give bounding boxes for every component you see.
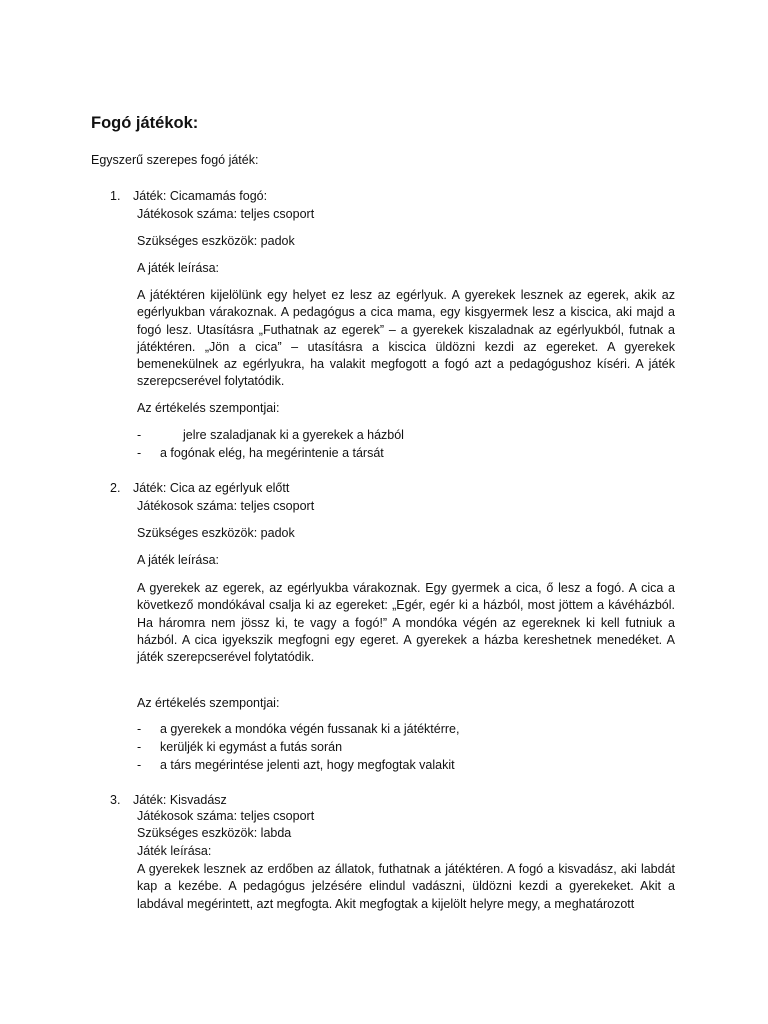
game-2-criterion-2: kerüljék ki egymást a futás során (160, 740, 343, 754)
game-2-number: 2. (110, 481, 121, 495)
game-3-number: 3. (110, 793, 121, 807)
game-1-bullet-2-dash: - (137, 446, 142, 460)
game-1-criterion-1: jelre szaladjanak ki a gyerekek a házból (183, 428, 404, 442)
game-1-bullet-1-dash: - (137, 428, 142, 442)
game-2-bullet-2-dash: - (137, 740, 142, 754)
game-3-desc-label: Játék leírása: (137, 844, 212, 858)
game-1-tools: Szükséges eszközök: padok (137, 234, 295, 248)
game-1-title: Játék: Cicamamás fogó: (133, 189, 268, 203)
game-3-description: A gyerekek lesznek az erdőben az állatok, futhatnak a játéktéren. A fogó a kisvadász, aki labdát kap a kezébe. A pedagógus jelzésére elindul vadászni, üldözni kezdi a gyerekeket. Akit a labdával megérintett, azt megfogta. Akit megfogtak a kijelölt helyre megy, a meghatározott (137, 862, 675, 911)
game-2-players: Játékosok száma: teljes csoport (137, 499, 315, 513)
game-2-bullet-1-dash: - (137, 722, 142, 736)
game-2-desc-label: A játék leírása: (137, 553, 219, 567)
game-3-players: Játékosok száma: teljes csoport (137, 809, 315, 823)
game-2-title: Játék: Cica az egérlyuk előtt (133, 481, 290, 495)
game-1-number: 1. (110, 189, 121, 203)
game-2-criterion-1: a gyerekek a mondóka végén fussanak ki a játéktérre, (160, 722, 460, 736)
game-3-tools: Szükséges eszközök: labda (137, 826, 292, 840)
game-1-description: A játéktéren kijelölünk egy helyet ez lesz az egérlyuk. A gyerekek lesznek az egerek, akik az egérlyukban várakoznak. A pedagógus a cica mama, egy kisgyermek lesz a kiscica, aki majd a fogó lesz. Utasításra „Futhatnak az egerek” – a gyerekek kiszaladnak az egérlyukból, futnak a játéktéren. „Jön a cica” – utasításra a kiscica üldözni kezdi az egereket. A gyerekek bemenekülnek az egérlyukra, ha valakit megfogott a fogó azt a pedagógushoz kíséri. A játék szerepcserével folytatódik. (137, 288, 675, 389)
game-1-players: Játékosok száma: teljes csoport (137, 207, 315, 221)
document-title: Fogó játékok: (91, 114, 199, 132)
intro-text: Egyszerű szerepes fogó játék: (91, 153, 259, 167)
game-1-desc-label: A játék leírása: (137, 261, 219, 275)
game-2-bullet-3-dash: - (137, 758, 142, 772)
game-1-criteria-label: Az értékelés szempontjai: (137, 401, 280, 415)
game-1-criterion-2: a fogónak elég, ha megérintenie a társát (160, 446, 384, 460)
game-2-criteria-label: Az értékelés szempontjai: (137, 696, 280, 710)
game-2-criterion-3: a társ megérintése jelenti azt, hogy megfogtak valakit (160, 758, 455, 772)
game-2-description: A gyerekek az egerek, az egérlyukba várakoznak. Egy gyermek a cica, ő lesz a fogó. A cica a következő mondókával csalja ki az egereket: „Egér, egér ki a házból, most jöttem a kávéházból. Ha háromra nem jössz ki, te vagy a fogó!” A mondóka végén az egereknek ki kell futniuk a házból. A cica igyekszik megfogni egy egeret. A gyerekek a házba kereshetnek menedéket. A játék szerepcserével folytatódik. (137, 581, 675, 665)
game-2-tools: Szükséges eszközök: padok (137, 526, 295, 540)
game-3-title: Játék: Kisvadász (133, 793, 227, 807)
